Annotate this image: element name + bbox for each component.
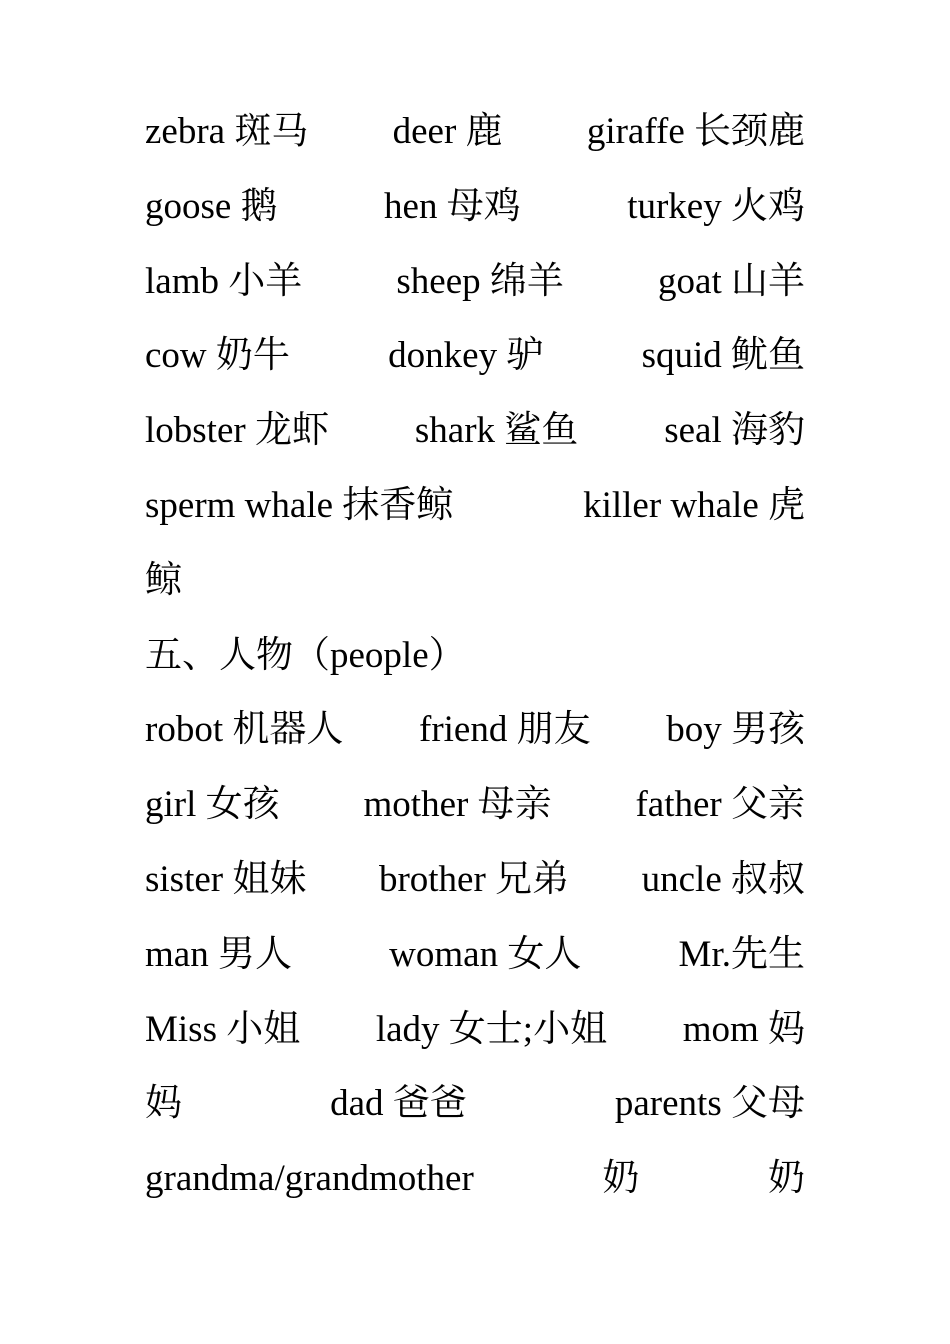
text-line-15 [145,1142,805,1217]
word-pair: uncle 叔叔 [641,858,805,900]
word-pair: deer 鹿 [392,111,503,152]
word-pair: seal 海豹 [664,410,805,452]
word-pair: sister 姐妹 [145,858,307,900]
word-pair: friend 朋友 [419,709,591,751]
text-line-2 [145,170,805,245]
word-pair: hen 母鸡 [384,185,521,227]
line-text: 鲸 [145,559,182,601]
word-pair: boy 男孩 [666,709,805,751]
line-text [145,394,805,469]
word-pair: brother 兄弟 [378,858,570,900]
word-pair: lady 女士;小姐 [375,1008,608,1050]
word-pair: shark 鲨鱼 [414,410,579,452]
word-pair: killer whale 虎 [583,484,805,526]
line-text [145,170,805,245]
line-text [145,693,805,768]
section-heading-text: 五、人物（people） [145,634,466,676]
text-line-13 [145,993,805,1068]
word-pair: Miss 小姐 [145,1008,301,1050]
word-pair: woman 女人 [389,933,582,975]
word-pair: 奶 [768,1158,805,1200]
text-line-14 [145,1067,805,1142]
word-pair: Mr.先生 [678,933,805,975]
line-text [145,993,805,1068]
text-line-5 [145,394,805,469]
text-line-12 [145,918,805,993]
word-pair: giraffe 长颈鹿 [586,111,805,152]
line-text [145,95,805,170]
word-pair: sperm whale 抹香鲸 [145,484,454,526]
word-pair: 妈 [145,1083,182,1125]
word-pair: turkey 火鸡 [627,185,805,227]
word-pair: mother 母亲 [363,784,552,826]
word-pair: lamb 小羊 [145,260,303,302]
word-pair: goose 鹅 [145,185,278,227]
line-text [145,469,805,544]
section-heading-people [145,619,805,694]
word-pair: zebra 斑马 [145,111,309,152]
line-text [145,245,805,320]
word-pair: 奶 [602,1158,640,1200]
text-line-11 [145,843,805,918]
word-pair: sheep 绵羊 [396,260,564,302]
line-text [145,843,805,918]
line-text [145,1142,805,1217]
text-line-3 [145,245,805,320]
text-line-7 [145,544,805,619]
word-pair: girl 女孩 [145,784,280,826]
word-pair: donkey 驴 [388,335,544,377]
word-pair: cow 奶牛 [145,335,290,377]
word-pair: dad 爸爸 [330,1083,467,1125]
word-pair: man 男人 [145,933,292,975]
line-text [145,918,805,993]
word-pair: lobster 龙虾 [145,410,329,452]
word-pair: mom 妈 [682,1008,805,1050]
word-pair: parents 父母 [614,1083,805,1125]
text-line-6 [145,469,805,544]
text-line-4 [145,319,805,394]
word-pair: robot 机器人 [145,709,344,751]
text-line-9 [145,693,805,768]
word-pair: squid 鱿鱼 [641,335,805,377]
text-line-10 [145,768,805,843]
line-text [145,768,805,843]
word-pair: goat 山羊 [658,260,805,302]
line-text [145,1067,805,1142]
word-pair: grandma/grandmother [145,1158,474,1200]
word-pair: father 父亲 [635,784,805,826]
text-line-1 [145,95,805,170]
document-page [145,95,805,1217]
line-text [145,319,805,394]
